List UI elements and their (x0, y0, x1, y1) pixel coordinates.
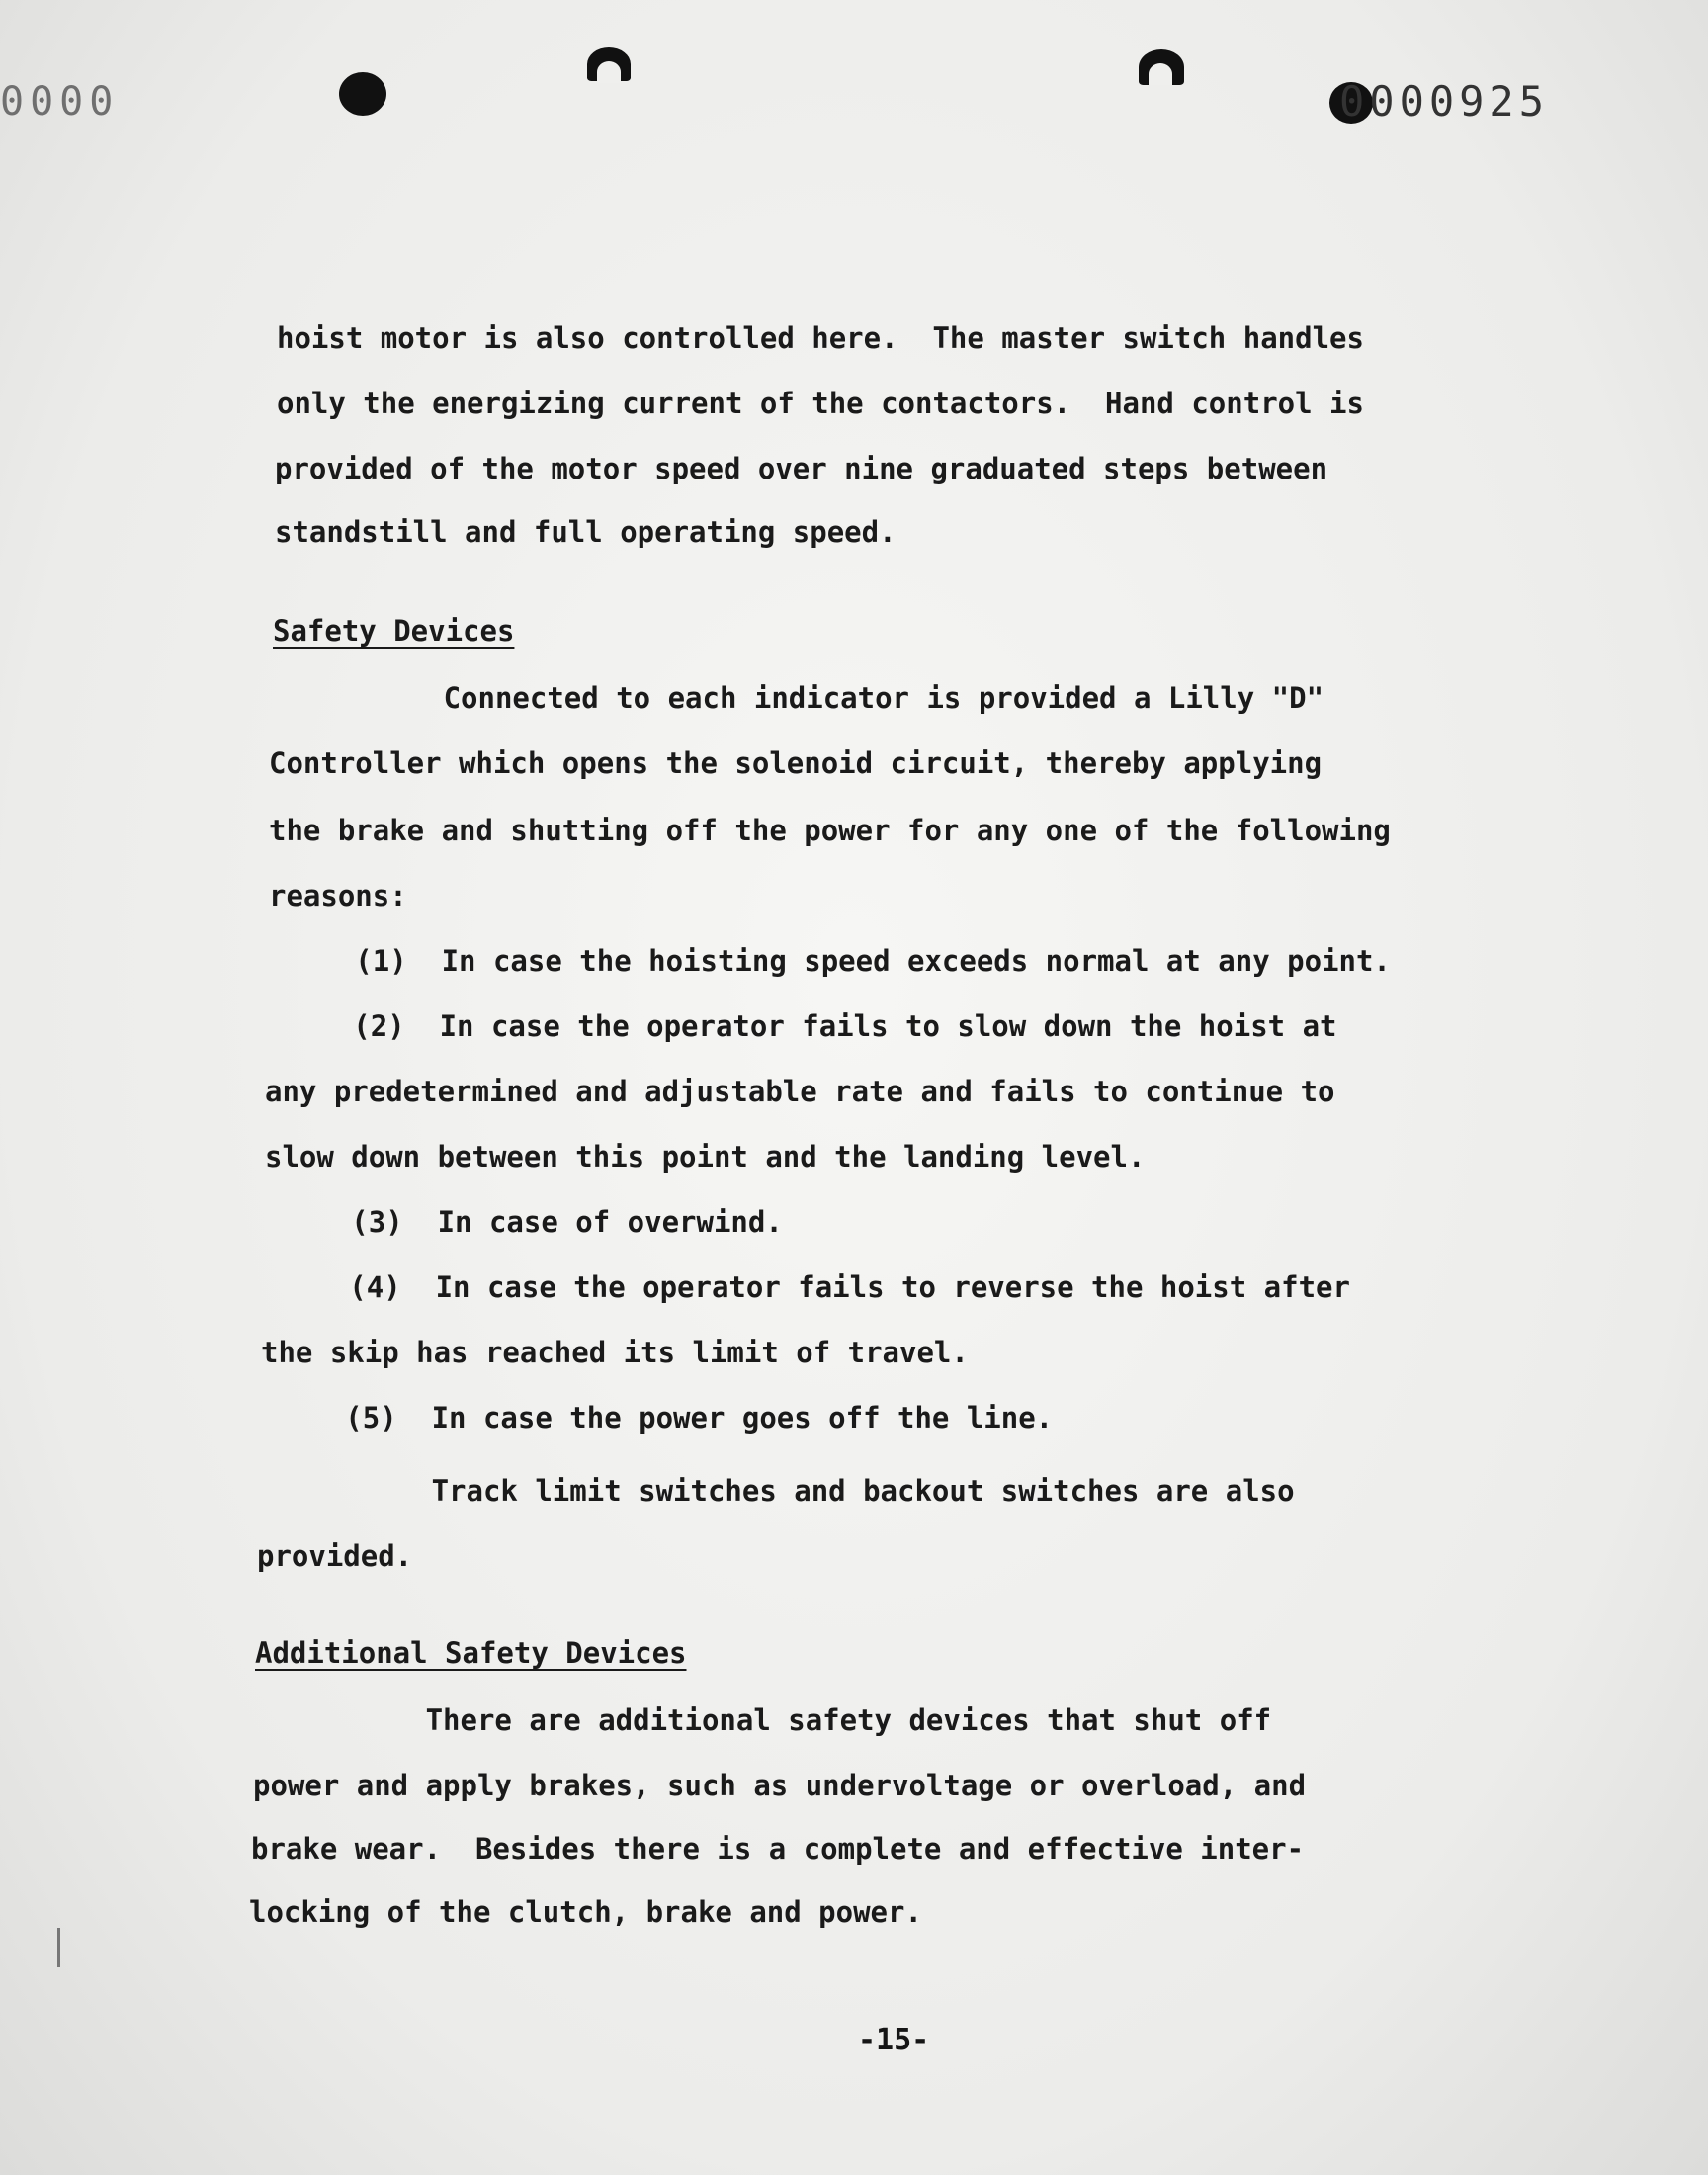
body-line: slow down between this point and the landing level. (265, 1140, 1146, 1174)
list-item: (2) In case the operator fails to slow down the hoist at (267, 1009, 1337, 1043)
margin-mark (57, 1928, 60, 1967)
body-line: any predetermined and adjustable rate and fails to continue to (265, 1075, 1335, 1108)
body-line: provided of the motor speed over nine graduated steps between (275, 452, 1328, 485)
body-line: the skip has reached its limit of travel. (261, 1336, 969, 1369)
body-line: hoist motor is also controlled here. The master switch handles (277, 321, 1364, 355)
list-item: (4) In case the operator fails to reverse the hoist after (263, 1270, 1350, 1304)
section-heading-safety-devices: Safety Devices (273, 614, 515, 648)
page-number: -15- (858, 2023, 930, 2057)
body-line: brake wear. Besides there is a complete and effective inter- (251, 1832, 1305, 1866)
punch-hole-icon (1139, 49, 1184, 85)
body-line: the brake and shutting off the power for any one of the following (269, 814, 1391, 847)
body-line: provided. (257, 1539, 413, 1573)
punch-hole-icon (339, 72, 386, 116)
body-line: Connected to each indicator is provided a Lilly "D" (271, 681, 1324, 715)
body-line: standstill and full operating speed. (275, 515, 897, 549)
body-line: Controller which opens the solenoid circuit, thereby applying (269, 746, 1323, 780)
list-item: (5) In case the power goes off the line. (259, 1401, 1054, 1435)
left-edge-number: 0000 (0, 79, 120, 125)
body-line: reasons: (269, 879, 407, 913)
body-line: power and apply brakes, such as undervoltage or overload, and (253, 1769, 1307, 1802)
punch-hole-icon (587, 47, 631, 81)
body-line: only the energizing current of the contactors. Hand control is (277, 387, 1364, 420)
document-stamp-number: 0000925 (1339, 77, 1550, 126)
list-item: (1) In case the hoisting speed exceeds normal at any point. (269, 944, 1391, 978)
body-line: locking of the clutch, brake and power. (249, 1895, 922, 1929)
list-item: (3) In case of overwind. (265, 1205, 783, 1239)
body-line: Track limit switches and backout switches are also (259, 1474, 1295, 1508)
section-heading-additional-safety-devices: Additional Safety Devices (255, 1636, 687, 1670)
body-line: There are additional safety devices that shut off (253, 1703, 1272, 1737)
